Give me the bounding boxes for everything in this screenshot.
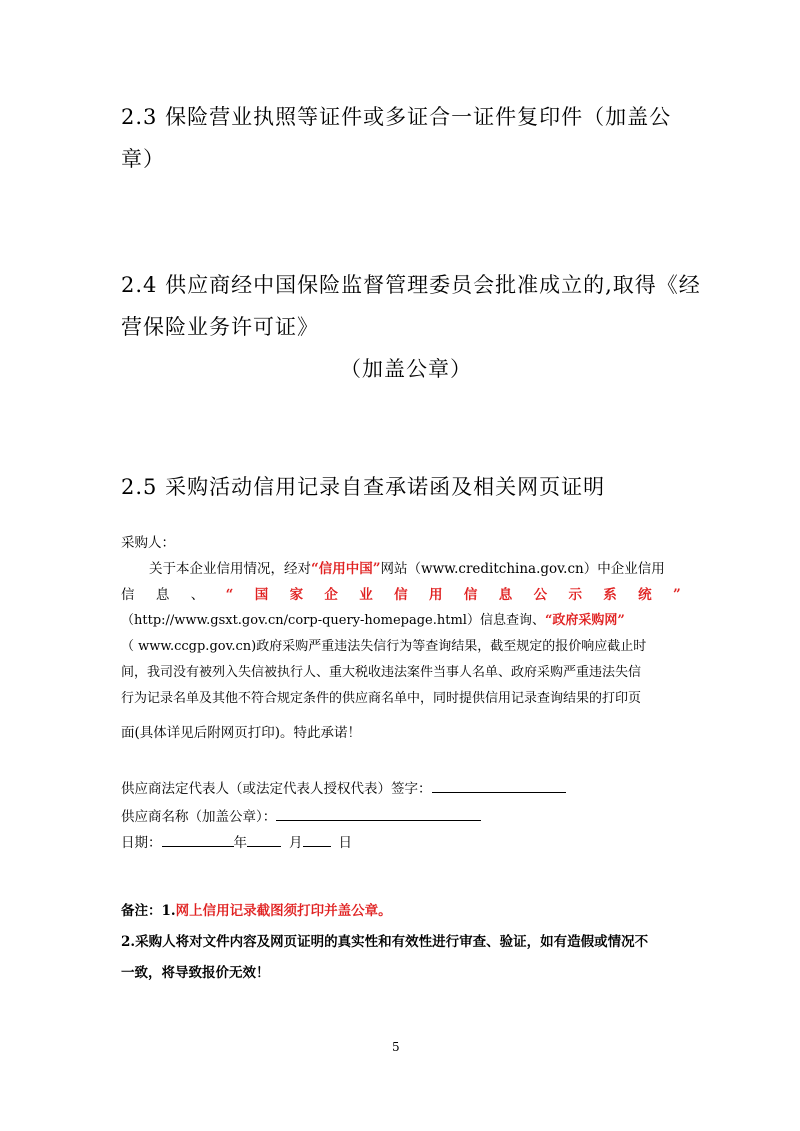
supplier-name-label: 供应商名称（加盖公章）： [121, 809, 277, 825]
year-label: 年 [233, 835, 247, 851]
letter-char: 信 [394, 587, 408, 603]
supplier-name-line [121, 804, 481, 830]
letter-char: “ [225, 587, 234, 603]
letter-text: 网站（www.creditchina.gov.cn）中企业信用 [380, 561, 665, 577]
letter-char: 信 [121, 587, 135, 603]
letter-text: （http://www.gsxt.gov.cn/corp-query-homepage.html）信息查询、 [121, 613, 545, 628]
letter-paragraph-line-6: 行为记录名单及其他不符合规定条件的供应商名单中，同时提供信用记录查询结果的打印页 [121, 691, 642, 706]
page-number: 5 [392, 1040, 400, 1054]
letter-char: 系 [603, 587, 617, 603]
letter-text: 关于本企业信用情况，经对 [149, 561, 311, 577]
representative-signature-line [121, 776, 566, 802]
letter-char: 、 [190, 587, 205, 603]
letter-char: 统 [638, 587, 652, 603]
letter-paragraph-line-4: （ www.ccgp.gov.cn)政府采购严重违法失信行为等查询结果，截至规定的报价响应截止时 [121, 639, 647, 654]
section-2-4-seal-note: （加盖公章） [340, 357, 472, 381]
letter-char: 用 [429, 587, 443, 603]
ccgp-highlight: “政府采购网” [544, 613, 625, 628]
credit-china-highlight: “信用中国” [311, 561, 381, 577]
date-line [121, 830, 352, 856]
letter-char: 示 [568, 587, 582, 603]
letter-char: 家 [289, 587, 304, 603]
letter-salutation: 采购人： [121, 535, 175, 551]
letter-char: 信 [463, 587, 478, 603]
letter-char: 企 [324, 587, 338, 603]
letter-char: 业 [359, 587, 373, 603]
day-label: 日 [338, 835, 352, 851]
note-2-line-1: 2.采购人将对文件内容及网页证明的真实性和有效性进行审查、验证，如有造假或情况不 [121, 934, 649, 950]
note-1-text: 网上信用记录截图须打印并盖公章。 [175, 903, 392, 919]
section-2-4-heading: 2.4 供应商经中国保险监督管理委员会批准成立的,取得《经 [121, 273, 701, 297]
letter-char: 息 [155, 587, 170, 603]
letter-char: 息 [498, 587, 513, 603]
note-2-line-2: 一致，将导致报价无效！ [121, 965, 270, 981]
section-2-3-heading: 2.3 保险营业执照等证件或多证合一证件复印件（加盖公 [121, 105, 672, 129]
year-field[interactable] [162, 832, 234, 847]
note-1 [121, 898, 392, 924]
letter-char: 公 [533, 587, 548, 603]
date-label: 日期： [121, 835, 162, 851]
letter-paragraph-line-3 [121, 608, 625, 634]
letter-paragraph-line-5: 间，我司没有被列入失信被执行人、重大税收违法案件当事人名单、政府采购严重违法失信 [121, 665, 642, 680]
section-2-3-heading-cont: 章） [121, 147, 165, 171]
month-field[interactable] [247, 832, 281, 847]
section-2-5-heading: 2.5 采购活动信用记录自查承诺函及相关网页证明 [121, 475, 606, 499]
section-2-4-heading-cont: 营保险业务许可证》 [121, 315, 319, 339]
supplier-name-field[interactable] [276, 806, 481, 821]
representative-signature-label: 供应商法定代表人（或法定代表人授权代表）签字： [121, 781, 432, 797]
letter-char: 国 [254, 587, 269, 603]
letter-paragraph-line-2 [121, 582, 681, 608]
representative-signature-field[interactable] [432, 778, 566, 793]
letter-char: ” [673, 587, 681, 603]
letter-paragraph-line-1 [149, 556, 665, 582]
day-field[interactable] [303, 832, 331, 847]
letter-paragraph-line-7: 面(具体详见后附网页打印)。特此承诺！ [121, 725, 362, 741]
note-label: 备注：1. [121, 903, 176, 919]
month-label: 月 [289, 835, 303, 851]
